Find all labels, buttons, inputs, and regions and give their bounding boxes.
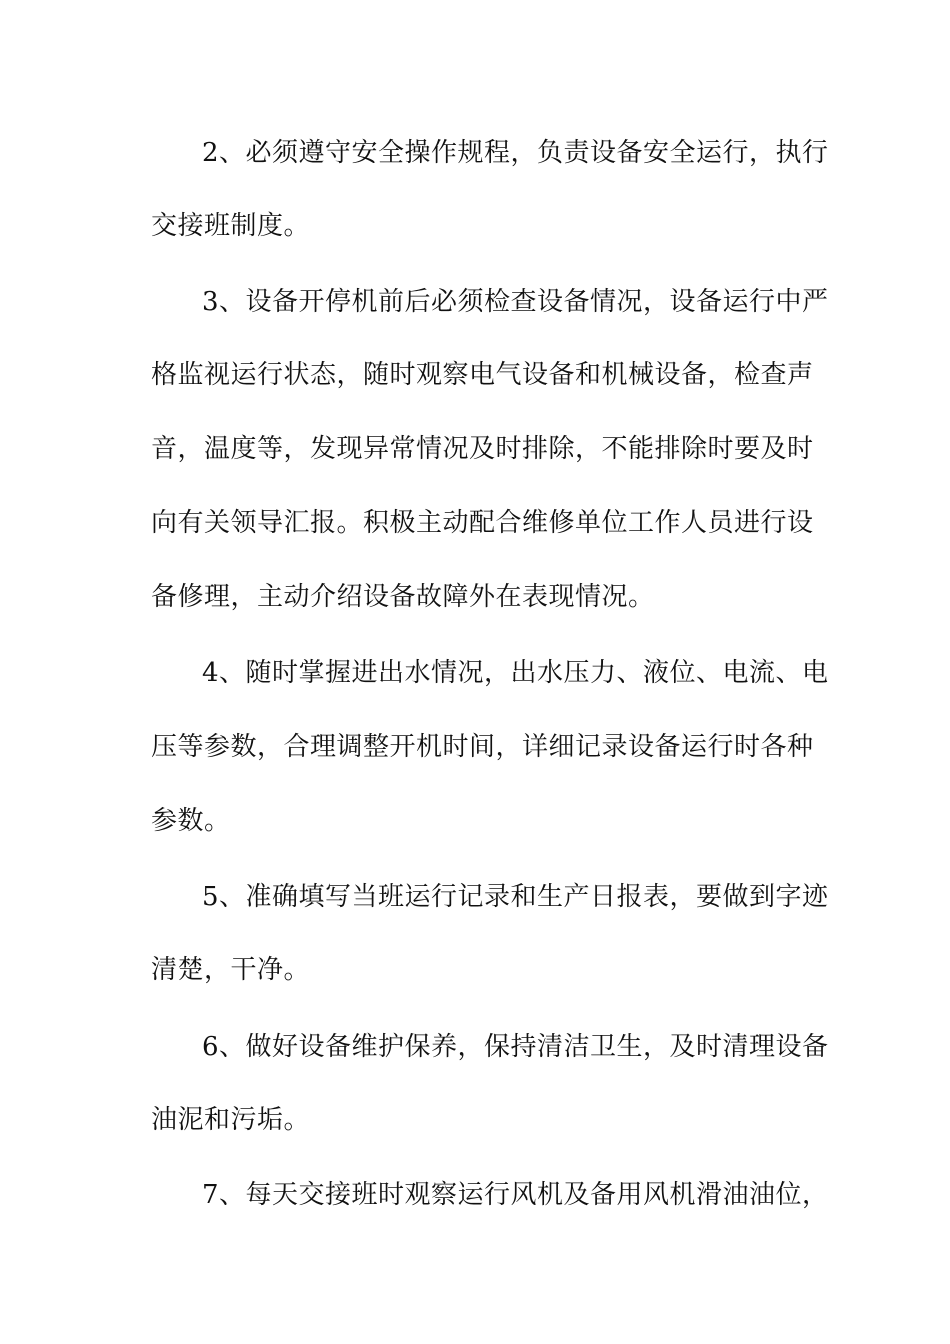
paragraph-3-line-2: 格监视运行状态，随时观察电气设备和机械设备，检查声 (151, 360, 814, 390)
paragraph-3-line-3: 音，温度等，发现异常情况及时排除，不能排除时要及时 (151, 434, 814, 464)
paragraph-3-line-1: 3、设备开停机前后必须检查设备情况，设备运行中严 (202, 287, 829, 317)
paragraph-4-line-3: 参数。 (151, 806, 231, 836)
paragraph-5-line-2: 清楚，干净。 (151, 955, 311, 985)
paragraph-3-line-4: 向有关领导汇报。积极主动配合维修单位工作人员进行设 (151, 508, 814, 538)
paragraph-6-line-1: 6、做好设备维护保养，保持清洁卫生，及时清理设备 (202, 1032, 829, 1062)
paragraph-3-line-5: 备修理，主动介绍设备故障外在表现情况。 (151, 582, 655, 612)
paragraph-7-line-1: 7、每天交接班时观察运行风机及备用风机滑油油位， (202, 1180, 829, 1210)
paragraph-4-line-1: 4、随时掌握进出水情况，出水压力、液位、电流、电 (202, 658, 829, 688)
paragraph-6-line-2: 油泥和污垢。 (151, 1105, 311, 1135)
paragraph-2-line-2: 交接班制度。 (151, 211, 311, 241)
paragraph-5-line-1: 5、准确填写当班运行记录和生产日报表，要做到字迹 (202, 882, 829, 912)
paragraph-2-line-1: 2、必须遵守安全操作规程，负责设备安全运行，执行 (202, 138, 829, 168)
paragraph-4-line-2: 压等参数，合理调整开机时间，详细记录设备运行时各种 (151, 732, 814, 762)
